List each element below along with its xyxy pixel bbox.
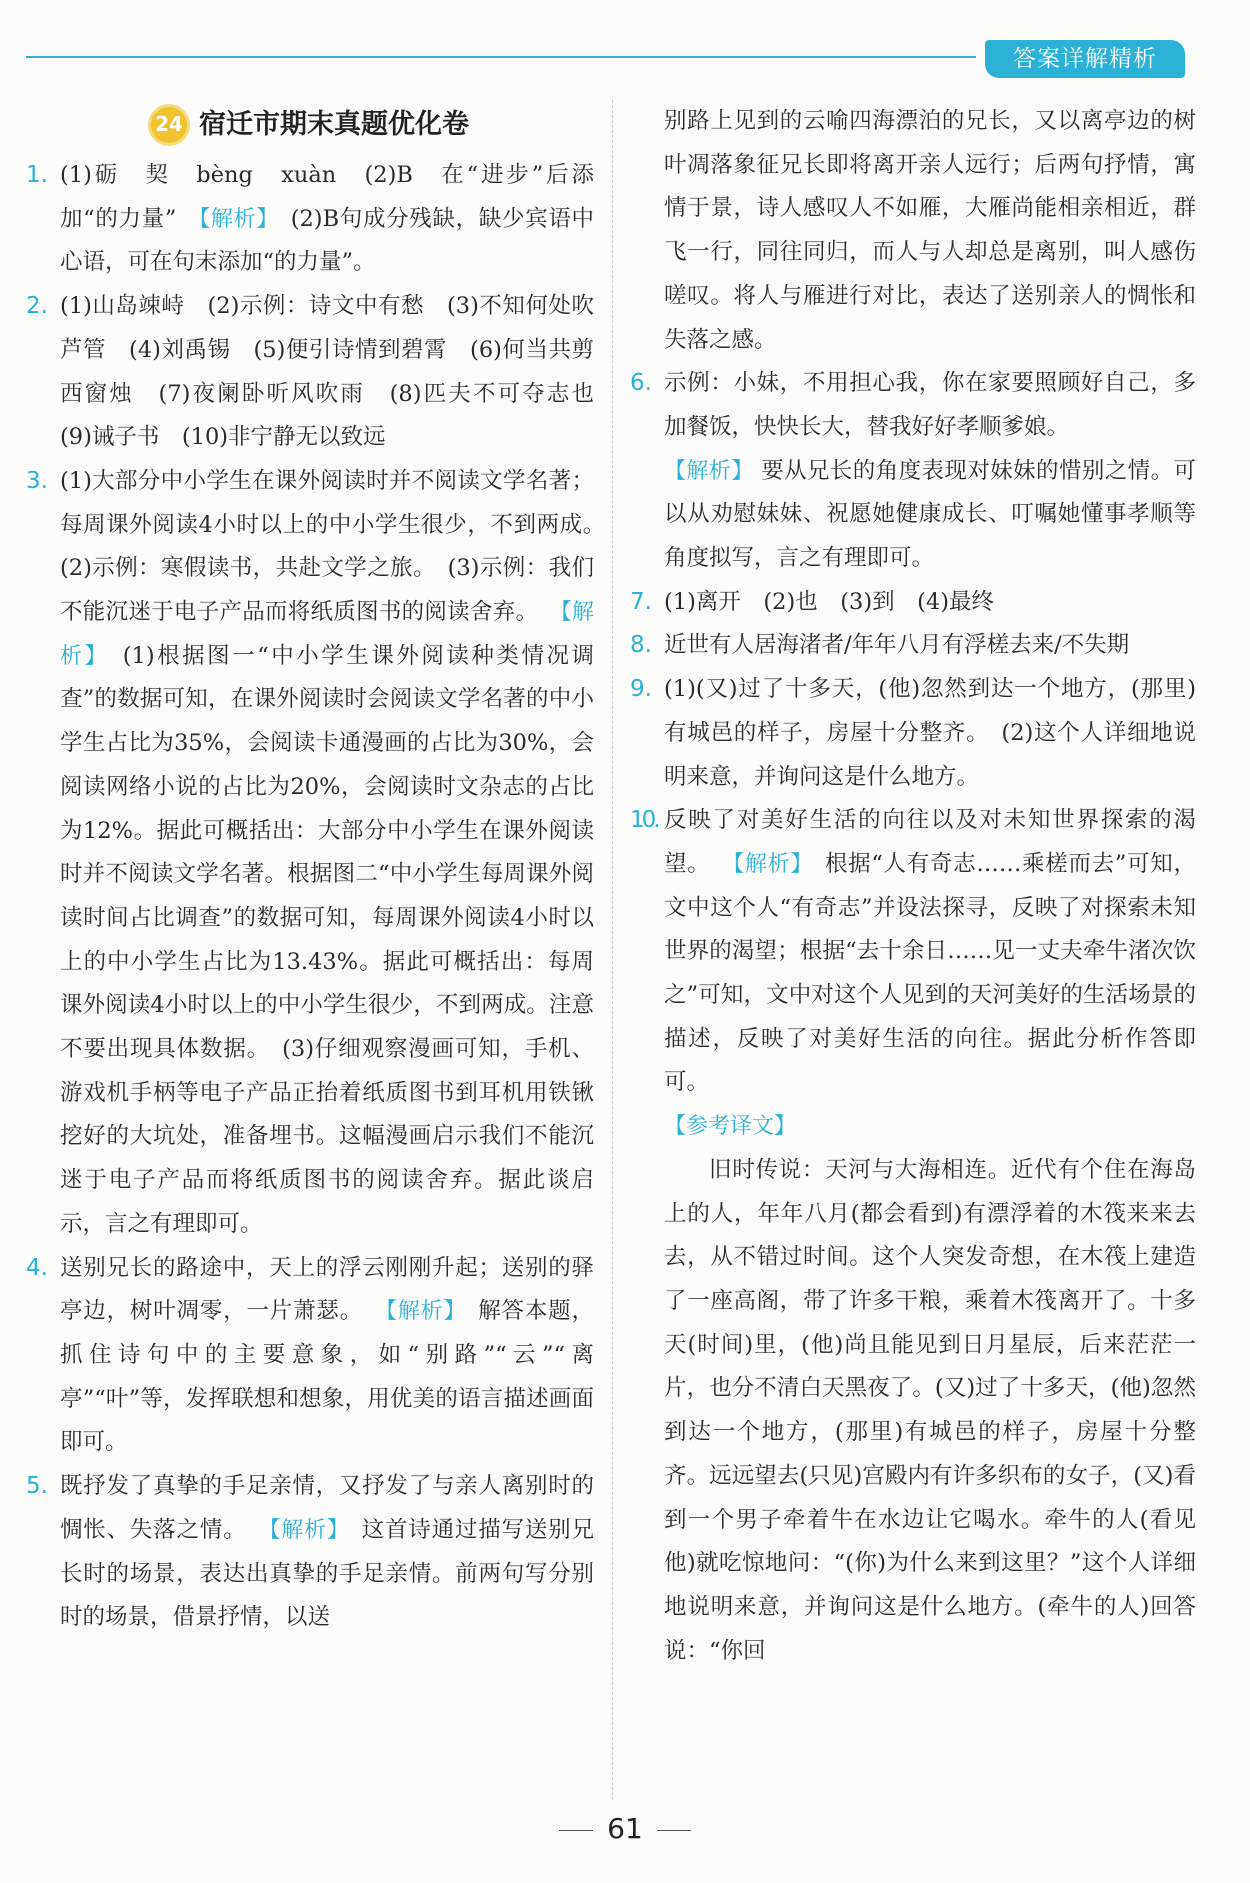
answer-text [60, 1465, 594, 1640]
question-number: 2. [26, 293, 48, 320]
answer-text [60, 1247, 594, 1466]
left-column [26, 100, 617, 1640]
answer-text: (1)(又)过了十多天，(他)忽然到达一个地方，(那里)有城邑的样子，房屋十分整齐。 (2)这个人详细地说明来意，并询问这是什么地方。 [664, 676, 1196, 790]
analysis-tag: 【解析】 [188, 206, 279, 232]
analysis-text: 这首诗通过描写送别兄长时的场景，表达出真挚的手足亲情。前两句写分别时的场景，借景抒情，以送 [60, 1516, 594, 1631]
question-5-continued: 别路上见到的云喻四海漂泊的兄长，又以离亭边的树叶凋落象征兄长即将离开亲人远行；后两句抒情，寓情于景，诗人感叹人不如雁，大雁尚能相亲相近，群飞一行，同往同归，而人与人却总是离别，叫人感伤嗟叹。将人与雁进行对比，表达了送别亲人的惆怅和失落之感。 [664, 108, 1196, 353]
question-2 [26, 285, 617, 460]
section-title: 宿迁市期末真题优化卷 [199, 109, 469, 141]
question-6 [630, 362, 1196, 581]
page-number-dash [559, 1830, 593, 1831]
answer-text [664, 799, 1196, 1105]
answer-text [60, 154, 594, 285]
analysis-text: 解答本题，抓住诗句中的主要意象，如“别路”“云”“离亭”“叶”等，发挥联想和想象，用优美的语言描述画面即可。 [60, 1298, 594, 1456]
page-number-text: 61 [607, 1812, 643, 1845]
question-7 [630, 581, 1196, 625]
question-number: 1. [26, 162, 48, 188]
question-3 [26, 460, 617, 1247]
analysis-text: 要从兄长的角度表现对妹妹的惜别之情。可以从劝慰妹妹、祝愿她健康成长、叮嘱她懂事孝顺等角度拟写，言之有理即可。 [664, 457, 1196, 572]
answer-badge: 答案详解精析 [985, 40, 1185, 78]
question-4 [26, 1247, 594, 1466]
analysis-text: (1)根据图一“中小学生课外阅读种类情况调查”的数据可知，在课外阅读时会阅读文学名著的中小学生占比为35%，会阅读卡通漫画的占比为30%，会阅读网络小说的占比为20%，会阅读时文杂志的占比为12%。据此可概括出：大部分中小学生在课外阅读时并不阅读文学名著。根据图二“中小学生每周课外阅读时间占比调查”的数据可知，每周课外阅读4小时以上的中小学生占比为13.43%。据此可概括出：每周课外阅读4小时以上的中小学生很少，不到两成。注意不要出现具体数据。 (3)仔细观察漫画可知，手机、游戏机手柄等电子产品正抬着纸质图书到耳机用铁锹挖好的大坑处，准备埋书。这幅漫画启示我们不能沉迷于电子产品而将纸质图书的阅读舍弃。据此谈启示，言之有理即可。 [60, 642, 594, 1237]
reference-translation-tag: 【参考译文】 [664, 1114, 797, 1140]
question-9 [630, 668, 1196, 799]
page-number [0, 1812, 1250, 1845]
section-number-badge: 24 [151, 107, 187, 143]
answer-part: (1)大部分中小学生在课外阅读时并不阅读文学名著；每周课外阅读4小时以上的中小学生很少，不到两成。 (2)示例：寒假读书，共赴文学之旅。 (3)示例：我们不能沉迷于电子产品而将纸质图书的阅读舍弃。 [60, 467, 617, 626]
question-number: 10. [630, 807, 658, 834]
answer-text [664, 362, 1196, 581]
question-8 [630, 624, 1196, 668]
question-number: 4. [26, 1254, 48, 1281]
answer-part: (1)砺 契 bèng xuàn (2)B 在“进步”后添加“的力量” [60, 162, 594, 232]
analysis-tag: 【解析】 [258, 1517, 350, 1543]
answer-text [60, 460, 617, 1247]
analysis-text: 根据“人有奇志……乘槎而去”可知，文中这个人“有奇志”并设法探寻，反映了对探索未知世界的渴望；根据“去十余日……见一丈夫牵牛渚次饮之”可知，文中对这个人见到的天河美好的生活场景的描述，反映了对美好生活的向往。据此分析作答即可。 [664, 850, 1196, 1096]
answer-part: 既抒发了真挚的手足亲情，又抒发了与亲人离别时的惆怅、失落之情。 [60, 1473, 594, 1543]
question-number: 6. [630, 370, 652, 397]
question-number: 7. [630, 588, 652, 615]
question-10 [630, 799, 1196, 1105]
question-number: 9. [630, 676, 652, 703]
section-title-row [26, 100, 594, 150]
answer-part: 送别兄长的路途中，天上的浮云刚刚升起；送别的驿亭边，树叶凋零，一片萧瑟。 [60, 1254, 594, 1325]
answer-part: 反映了对美好生活的向往以及对未知世界探索的渴望。 [664, 807, 1196, 877]
analysis-tag: 【解析】 [664, 458, 754, 484]
answer-text: (1)山岛竦峙 (2)示例：诗文中有愁 (3)不知何处吹芦管 (4)刘禹锡 (5)便引诗情到碧霄 (6)何当共剪西窗烛 (7)夜阑卧听风吹雨 (8)匹夫不可夺志也 (9)诫子书 (10)非宁静无以致远 [60, 293, 617, 451]
question-1 [26, 154, 594, 285]
right-column [630, 100, 1196, 1673]
answer-text: (1)离开 (2)也 (3)到 (4)最终 [664, 588, 994, 615]
analysis-tag: 【解析】 [722, 851, 814, 877]
page-number-dash [657, 1830, 691, 1831]
reference-translation-text: 旧时传说：天河与大海相连。近代有个住在海岛上的人，年年八月(都会看到)有漂浮着的木筏来来去去，从不错过时间。这个人突发奇想，在木筏上建造了一座高阁，带了许多干粮，乘着木筏离开了。十多天(时间)里，(他)尚且能见到日月星辰，后来茫茫一片，也分不清白天黑夜了。(又)过了十多天，(他)忽然到达一个地方，(那里)有城邑的样子，房屋十分整齐。远远望去(只见)宫殿内有许多织布的女子，(又)看到一个男子牵着牛在水边让它喝水。牵牛的人(看见他)就吃惊地问：“(你)为什么来到这里？”这个人详细地说明来意，并询问这是什么地方。(牵牛的人)回答说：“你回 [664, 1156, 1196, 1664]
question-number: 5. [26, 1473, 48, 1500]
header-rule [26, 56, 976, 58]
question-number: 8. [630, 632, 652, 659]
analysis-tag: 【解析】 [60, 600, 594, 669]
analysis-tag: 【解析】 [375, 1299, 467, 1325]
reference-translation-heading [630, 1105, 1196, 1149]
question-5 [26, 1465, 594, 1640]
answer-part: 示例：小妹，不用担心我，你在家要照顾好自己，多加餐饭，快快长大，替我好好孝顺爹娘。 [664, 370, 1196, 440]
question-number: 3. [26, 467, 48, 494]
analysis-text: (2)B句成分残缺，缺少宾语中心语，可在句末添加“的力量”。 [60, 205, 594, 276]
answer-text: 近世有人居海渚者/年年八月有浮槎去来/不失期 [664, 632, 1130, 659]
column-divider [612, 100, 613, 1800]
